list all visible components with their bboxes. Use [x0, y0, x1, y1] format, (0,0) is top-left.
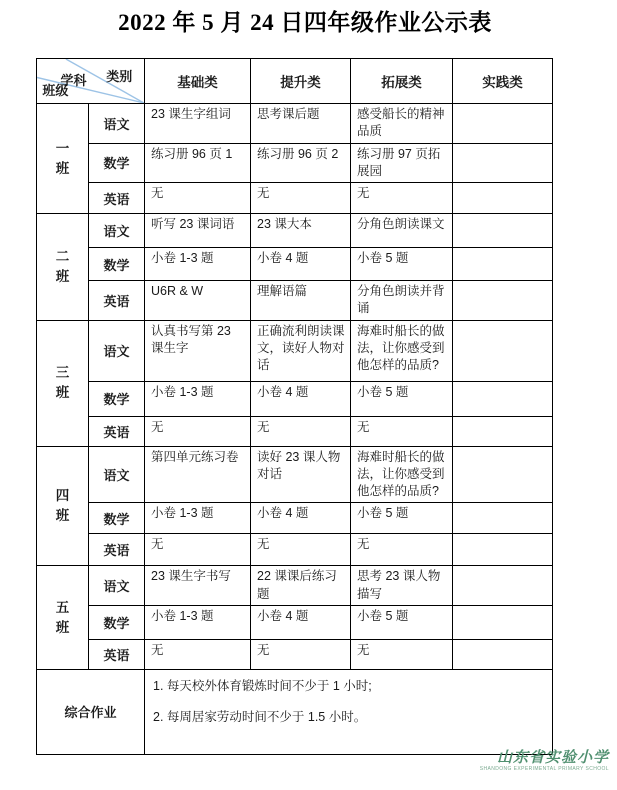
homework-cell: 23 课大本 — [251, 214, 351, 248]
homework-cell: 无 — [251, 639, 351, 669]
table-row — [37, 639, 553, 669]
subject-label: 英语 — [89, 416, 145, 446]
subject-label: 数学 — [89, 381, 145, 416]
homework-cell: 小卷 1-3 题 — [145, 248, 251, 281]
page-title: 2022 年 5 月 24 日四年级作业公示表 — [118, 10, 492, 35]
school-name-english: SHANDONG EXPERIMENTAL PRIMARY SCHOOL — [479, 765, 609, 772]
header-row — [37, 59, 553, 104]
homework-cell: 小卷 5 题 — [351, 503, 453, 534]
homework-cell: U6R & W — [145, 281, 251, 321]
table-row — [37, 183, 553, 214]
homework-cell: 理解语篇 — [251, 281, 351, 321]
homework-cell: 小卷 4 题 — [251, 605, 351, 639]
homework-cell: 无 — [251, 534, 351, 566]
homework-cell: 正确流利朗读课文，读好人物对话 — [251, 320, 351, 381]
homework-cell — [453, 605, 553, 639]
homework-cell — [453, 416, 553, 446]
homework-cell: 小卷 4 题 — [251, 381, 351, 416]
subject-label: 语文 — [89, 320, 145, 381]
column-header-practice: 实践类 — [453, 59, 553, 104]
table-row — [37, 104, 553, 144]
homework-cell: 分角色朗读课文 — [351, 214, 453, 248]
corner-label-subject: 学科 — [60, 72, 87, 88]
homework-cell: 读好 23 课人物对话 — [251, 446, 351, 503]
homework-cell: 无 — [145, 639, 251, 669]
homework-cell: 小卷 4 题 — [251, 248, 351, 281]
homework-cell: 思考课后题 — [251, 104, 351, 144]
homework-cell: 无 — [251, 183, 351, 214]
homework-cell: 23 课生字组词 — [145, 104, 251, 144]
homework-cell: 海难时船长的做法，让你感受到他怎样的品质? — [351, 320, 453, 381]
table-row — [37, 281, 553, 321]
homework-cell — [453, 183, 553, 214]
subject-label: 数学 — [89, 503, 145, 534]
homework-cell: 小卷 1-3 题 — [145, 605, 251, 639]
homework-cell: 小卷 5 题 — [351, 248, 453, 281]
homework-cell: 无 — [145, 183, 251, 214]
column-header-basic: 基础类 — [145, 59, 251, 104]
footer-line-1: 1. 每天校外体育锻炼时间不少于 1 小时; — [153, 678, 372, 693]
homework-cell — [453, 446, 553, 503]
homework-cell: 无 — [251, 416, 351, 446]
homework-cell: 练习册 97 页拓展园 — [351, 143, 453, 183]
homework-cell — [453, 503, 553, 534]
homework-cell: 听写 23 课词语 — [145, 214, 251, 248]
class-label-4: 四班 — [37, 446, 89, 566]
homework-cell: 无 — [351, 416, 453, 446]
class-label-3: 三班 — [37, 320, 89, 446]
corner-label-class: 班级 — [42, 83, 69, 99]
homework-cell: 练习册 96 页 1 — [145, 143, 251, 183]
subject-label: 数学 — [89, 143, 145, 183]
table-row — [37, 320, 553, 381]
homework-cell — [453, 534, 553, 566]
homework-cell — [453, 566, 553, 606]
subject-label: 语文 — [89, 214, 145, 248]
corner-label-category: 类别 — [106, 69, 133, 85]
homework-cell — [453, 281, 553, 321]
homework-cell — [453, 639, 553, 669]
footer-row — [37, 669, 553, 754]
homework-cell — [453, 104, 553, 144]
column-header-improve: 提升类 — [251, 59, 351, 104]
homework-table — [36, 58, 553, 755]
footer-line-2: 2. 每周居家劳动时间不少于 1.5 小时。 — [153, 709, 367, 724]
homework-cell: 思考 23 课人物描写 — [351, 566, 453, 606]
class-label-5: 五班 — [37, 566, 89, 670]
table-row — [37, 446, 553, 503]
table-row — [37, 248, 553, 281]
homework-cell: 练习册 96 页 2 — [251, 143, 351, 183]
homework-cell: 感受船长的精神品质 — [351, 104, 453, 144]
homework-cell: 分角色朗读并背诵 — [351, 281, 453, 321]
corner-header-cell — [37, 59, 145, 104]
table-row — [37, 503, 553, 534]
table-row — [37, 381, 553, 416]
homework-cell: 无 — [351, 639, 453, 669]
homework-cell: 认真书写第 23 课生字 — [145, 320, 251, 381]
homework-cell: 小卷 5 题 — [351, 605, 453, 639]
table-row — [37, 566, 553, 606]
homework-cell: 22 课课后练习题 — [251, 566, 351, 606]
table-row — [37, 605, 553, 639]
homework-cell: 无 — [145, 534, 251, 566]
school-watermark — [480, 750, 609, 772]
homework-cell: 小卷 4 题 — [251, 503, 351, 534]
footer-content — [145, 669, 553, 754]
homework-cell — [453, 248, 553, 281]
homework-cell — [453, 214, 553, 248]
subject-label: 英语 — [89, 639, 145, 669]
class-label-2: 二班 — [37, 214, 89, 321]
table-row — [37, 143, 553, 183]
class-label-1: 一班 — [37, 104, 89, 214]
subject-label: 数学 — [89, 605, 145, 639]
homework-cell — [453, 381, 553, 416]
homework-cell: 无 — [351, 534, 453, 566]
subject-label: 英语 — [89, 281, 145, 321]
subject-label: 语文 — [89, 566, 145, 606]
school-name-chinese: 山东省实验小学 — [496, 750, 609, 766]
homework-cell: 海难时船长的做法，让你感受到他怎样的品质? — [351, 446, 453, 503]
homework-cell: 无 — [145, 416, 251, 446]
homework-cell: 小卷 1-3 题 — [145, 381, 251, 416]
homework-cell: 23 课生字书写 — [145, 566, 251, 606]
homework-cell: 小卷 5 题 — [351, 381, 453, 416]
homework-cell — [453, 320, 553, 381]
homework-cell: 小卷 1-3 题 — [145, 503, 251, 534]
subject-label: 英语 — [89, 183, 145, 214]
subject-label: 英语 — [89, 534, 145, 566]
homework-cell — [453, 143, 553, 183]
table-row — [37, 534, 553, 566]
subject-label: 数学 — [89, 248, 145, 281]
footer-label: 综合作业 — [37, 669, 145, 754]
subject-label: 语文 — [89, 446, 145, 503]
column-header-expand: 拓展类 — [351, 59, 453, 104]
homework-cell: 第四单元练习卷 — [145, 446, 251, 503]
table-row — [37, 416, 553, 446]
homework-cell: 无 — [351, 183, 453, 214]
subject-label: 语文 — [89, 104, 145, 144]
table-row — [37, 214, 553, 248]
